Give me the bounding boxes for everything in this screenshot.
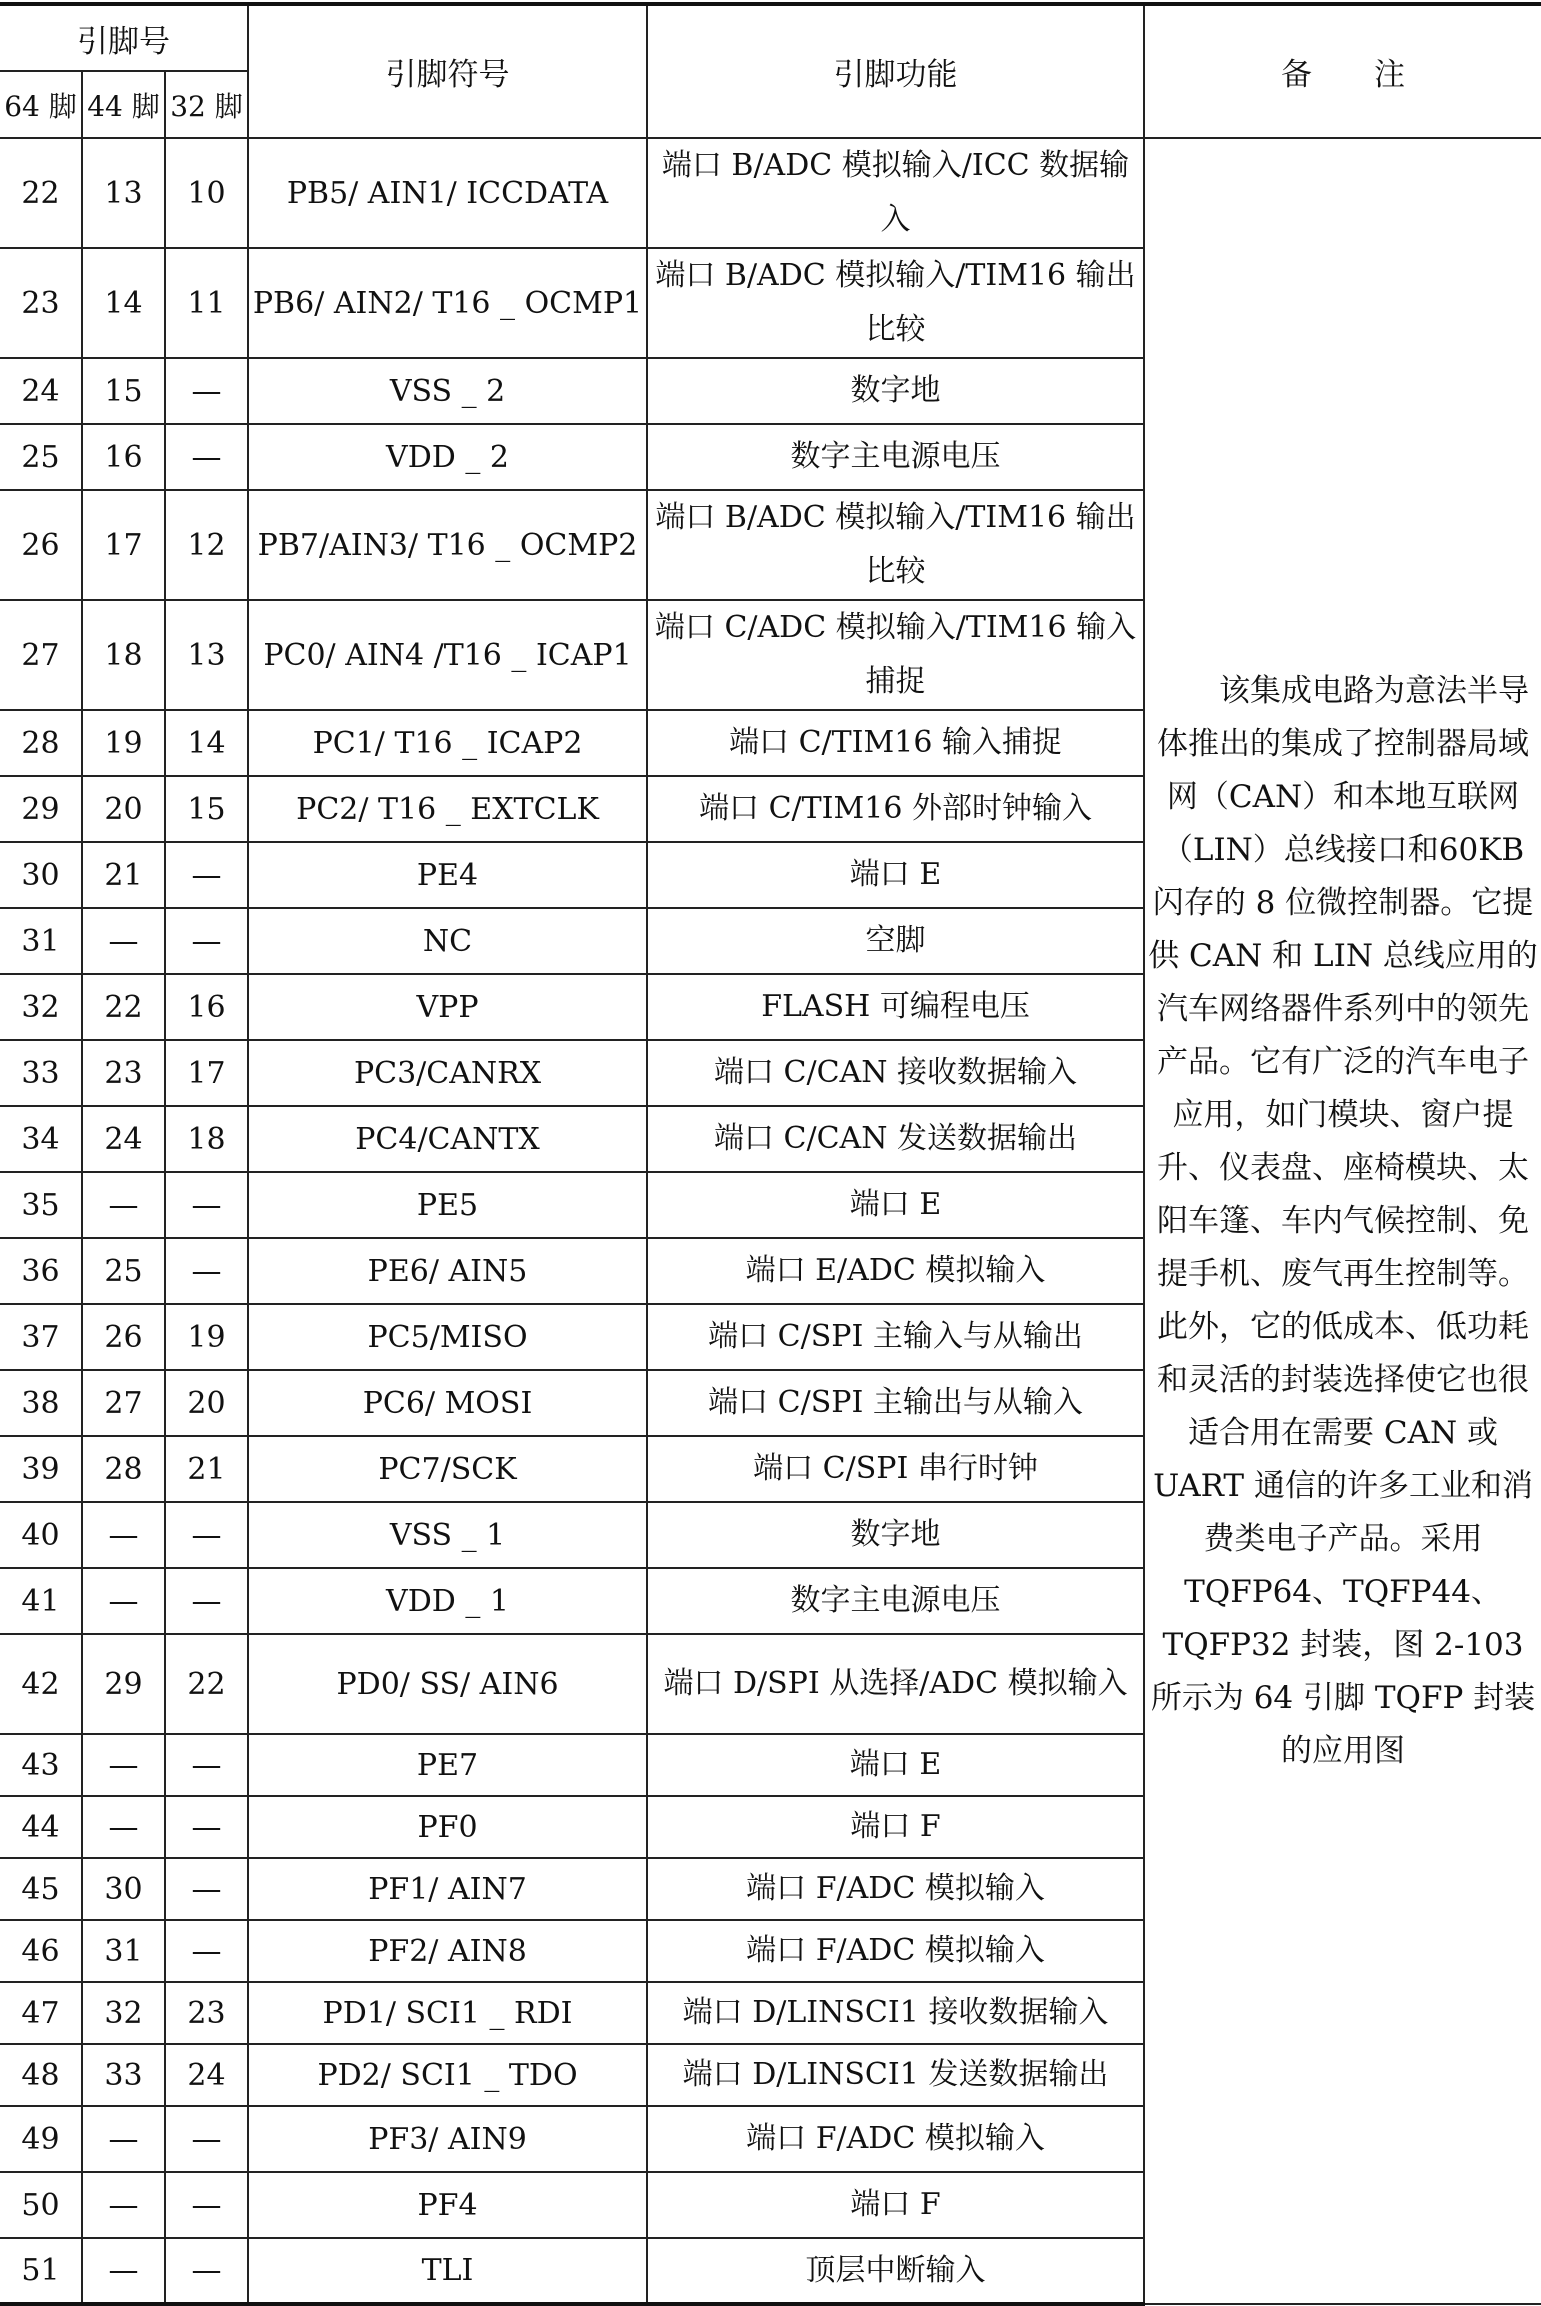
pin-function-cell: 端口 B/ADC 模拟输入/TIM16 输出比较 <box>647 490 1144 600</box>
pin-symbol-cell: PF1/ AIN7 <box>248 1858 647 1920</box>
pin32-cell: — <box>165 842 248 908</box>
pin64-cell: 48 <box>0 2044 82 2106</box>
pin-symbol-cell: VPP <box>248 974 647 1040</box>
pin64-cell: 38 <box>0 1370 82 1436</box>
pin44-cell: — <box>82 1734 165 1796</box>
pin32-cell: — <box>165 2106 248 2172</box>
pin-symbol-header: 引脚符号 <box>248 4 647 138</box>
pin-symbol-cell: PC4/CANTX <box>248 1106 647 1172</box>
pin44-cell: 24 <box>82 1106 165 1172</box>
pin-number-header: 引脚号 <box>0 4 248 71</box>
pin44-cell: — <box>82 1502 165 1568</box>
pin-function-cell: 空脚 <box>647 908 1144 974</box>
pin32-cell: — <box>165 1796 248 1858</box>
pin-symbol-cell: TLI <box>248 2238 647 2304</box>
pin64-cell: 24 <box>0 358 82 424</box>
pin44-cell: — <box>82 2106 165 2172</box>
pin-function-cell: 端口 B/ADC 模拟输入/ICC 数据输入 <box>647 138 1144 248</box>
pin44-cell: 28 <box>82 1436 165 1502</box>
pin44-cell: 13 <box>82 138 165 248</box>
pin-function-cell: 端口 F <box>647 2172 1144 2238</box>
pin44-cell: 30 <box>82 1858 165 1920</box>
pin32-cell: 15 <box>165 776 248 842</box>
pin32-cell: — <box>165 1238 248 1304</box>
pin-function-cell: 端口 F <box>647 1796 1144 1858</box>
pin-function-cell: 端口 F/ADC 模拟输入 <box>647 1858 1144 1920</box>
pin44-cell: 32 <box>82 1982 165 2044</box>
pin32-cell: 12 <box>165 490 248 600</box>
pin-function-cell: 端口 C/SPI 串行时钟 <box>647 1436 1144 1502</box>
remark-header: 备 注 <box>1144 4 1541 138</box>
pin44-cell: 29 <box>82 1634 165 1734</box>
pin-symbol-cell: PE6/ AIN5 <box>248 1238 647 1304</box>
pin32-cell: 11 <box>165 248 248 358</box>
pin-symbol-cell: PC5/MISO <box>248 1304 647 1370</box>
pin64-cell: 40 <box>0 1502 82 1568</box>
pin44-cell: 26 <box>82 1304 165 1370</box>
pin32-cell: — <box>165 2172 248 2238</box>
pin32-cell: 24 <box>165 2044 248 2106</box>
pin64-cell: 32 <box>0 974 82 1040</box>
pin-function-cell: 数字主电源电压 <box>647 424 1144 490</box>
pin-symbol-cell: PF4 <box>248 2172 647 2238</box>
pin-function-cell: 端口 E <box>647 1172 1144 1238</box>
pin-symbol-cell: PE4 <box>248 842 647 908</box>
pin-function-cell: 端口 D/LINSCI1 发送数据输出 <box>647 2044 1144 2106</box>
pin-symbol-cell: PD0/ SS/ AIN6 <box>248 1634 647 1734</box>
pin44-cell: 21 <box>82 842 165 908</box>
pin64-cell: 45 <box>0 1858 82 1920</box>
pin44-cell: 19 <box>82 710 165 776</box>
pkg64-header: 64 脚 <box>0 71 82 138</box>
pin44-cell: — <box>82 1568 165 1634</box>
pin64-cell: 43 <box>0 1734 82 1796</box>
pin44-cell: 23 <box>82 1040 165 1106</box>
pin-function-cell: 数字主电源电压 <box>647 1568 1144 1634</box>
pin-symbol-cell: PC7/SCK <box>248 1436 647 1502</box>
pin64-cell: 25 <box>0 424 82 490</box>
pin-symbol-cell: VSS _ 2 <box>248 358 647 424</box>
pin32-cell: 20 <box>165 1370 248 1436</box>
pin-symbol-cell: PC1/ T16 _ ICAP2 <box>248 710 647 776</box>
pin-function-cell: 数字地 <box>647 1502 1144 1568</box>
pin32-cell: 21 <box>165 1436 248 1502</box>
pin64-cell: 44 <box>0 1796 82 1858</box>
pin-function-cell: 数字地 <box>647 358 1144 424</box>
pin64-cell: 47 <box>0 1982 82 2044</box>
pin-symbol-cell: VDD _ 2 <box>248 424 647 490</box>
pin64-cell: 26 <box>0 490 82 600</box>
pin44-cell: — <box>82 2172 165 2238</box>
pin44-cell: 20 <box>82 776 165 842</box>
pin-symbol-cell: VSS _ 1 <box>248 1502 647 1568</box>
pin32-cell: 22 <box>165 1634 248 1734</box>
pin64-cell: 22 <box>0 138 82 248</box>
pin-function-header: 引脚功能 <box>647 4 1144 138</box>
pin-symbol-cell: PE5 <box>248 1172 647 1238</box>
pin64-cell: 23 <box>0 248 82 358</box>
pin44-cell: 14 <box>82 248 165 358</box>
pin-symbol-cell: VDD _ 1 <box>248 1568 647 1634</box>
pin32-cell: — <box>165 358 248 424</box>
pin-function-cell: 端口 C/CAN 发送数据输出 <box>647 1106 1144 1172</box>
pin32-cell: — <box>165 1858 248 1920</box>
pin-symbol-cell: PD2/ SCI1 _ TDO <box>248 2044 647 2106</box>
pin44-cell: 16 <box>82 424 165 490</box>
pin64-cell: 36 <box>0 1238 82 1304</box>
pin-function-cell: 端口 C/TIM16 输入捕捉 <box>647 710 1144 776</box>
pkg32-header: 32 脚 <box>165 71 248 138</box>
pin32-cell: 13 <box>165 600 248 710</box>
pin-function-cell: 端口 C/CAN 接收数据输入 <box>647 1040 1144 1106</box>
pin-function-cell: 端口 F/ADC 模拟输入 <box>647 2106 1144 2172</box>
pin-symbol-cell: PC0/ AIN4 /T16 _ ICAP1 <box>248 600 647 710</box>
pin-function-cell: 端口 C/SPI 主输出与从输入 <box>647 1370 1144 1436</box>
pin-function-cell: 端口 C/TIM16 外部时钟输入 <box>647 776 1144 842</box>
pin44-cell: — <box>82 1172 165 1238</box>
pin-function-cell: 端口 E <box>647 842 1144 908</box>
pin-symbol-cell: NC <box>248 908 647 974</box>
pin-table <box>0 2 1541 2306</box>
pin-symbol-cell: PD1/ SCI1 _ RDI <box>248 1982 647 2044</box>
pin44-cell: — <box>82 2238 165 2304</box>
pin-function-cell: 顶层中断输入 <box>647 2238 1144 2304</box>
pin32-cell: 10 <box>165 138 248 248</box>
pin32-cell: 14 <box>165 710 248 776</box>
pin44-cell: 17 <box>82 490 165 600</box>
pin44-cell: — <box>82 1796 165 1858</box>
pin64-cell: 27 <box>0 600 82 710</box>
pin64-cell: 39 <box>0 1436 82 1502</box>
pin-function-cell: 端口 B/ADC 模拟输入/TIM16 输出比较 <box>647 248 1144 358</box>
pin32-cell: 16 <box>165 974 248 1040</box>
pin-function-cell: 端口 D/LINSCI1 接收数据输入 <box>647 1982 1144 2044</box>
pin64-cell: 51 <box>0 2238 82 2304</box>
pin44-cell: 31 <box>82 1920 165 1982</box>
pin32-cell: — <box>165 2238 248 2304</box>
pin64-cell: 42 <box>0 1634 82 1734</box>
pkg44-header: 44 脚 <box>82 71 165 138</box>
pin44-cell: 27 <box>82 1370 165 1436</box>
pin-symbol-cell: PB7/AIN3/ T16 _ OCMP2 <box>248 490 647 600</box>
pin-symbol-cell: PC2/ T16 _ EXTCLK <box>248 776 647 842</box>
pin44-cell: 25 <box>82 1238 165 1304</box>
pin44-cell: 33 <box>82 2044 165 2106</box>
pin-symbol-cell: PC3/CANRX <box>248 1040 647 1106</box>
pin32-cell: — <box>165 1920 248 1982</box>
pin-symbol-cell: PF3/ AIN9 <box>248 2106 647 2172</box>
pin44-cell: — <box>82 908 165 974</box>
pin-symbol-cell: PE7 <box>248 1734 647 1796</box>
pin64-cell: 37 <box>0 1304 82 1370</box>
pin-function-cell: 端口 F/ADC 模拟输入 <box>647 1920 1144 1982</box>
pin-symbol-cell: PF2/ AIN8 <box>248 1920 647 1982</box>
pin-function-cell: 端口 D/SPI 从选择/ADC 模拟输入 <box>647 1634 1144 1734</box>
pin44-cell: 15 <box>82 358 165 424</box>
pin64-cell: 28 <box>0 710 82 776</box>
pin44-cell: 18 <box>82 600 165 710</box>
pin64-cell: 30 <box>0 842 82 908</box>
pin-function-cell: 端口 E/ADC 模拟输入 <box>647 1238 1144 1304</box>
pin64-cell: 33 <box>0 1040 82 1106</box>
pin32-cell: — <box>165 1734 248 1796</box>
pin32-cell: 23 <box>165 1982 248 2044</box>
pin64-cell: 46 <box>0 1920 82 1982</box>
pin64-cell: 34 <box>0 1106 82 1172</box>
pin-table-body <box>0 138 1541 2304</box>
pin32-cell: — <box>165 1502 248 1568</box>
pin-function-cell: FLASH 可编程电压 <box>647 974 1144 1040</box>
pin-symbol-cell: PB6/ AIN2/ T16 _ OCMP1 <box>248 248 647 358</box>
pin44-cell: 22 <box>82 974 165 1040</box>
pin32-cell: — <box>165 908 248 974</box>
pin64-cell: 50 <box>0 2172 82 2238</box>
pin64-cell: 41 <box>0 1568 82 1634</box>
pin-symbol-cell: PC6/ MOSI <box>248 1370 647 1436</box>
pin32-cell: 18 <box>165 1106 248 1172</box>
pin-symbol-cell: PF0 <box>248 1796 647 1858</box>
pin64-cell: 49 <box>0 2106 82 2172</box>
pin32-cell: — <box>165 1568 248 1634</box>
pin-function-cell: 端口 C/SPI 主输入与从输出 <box>647 1304 1144 1370</box>
pin-function-cell: 端口 E <box>647 1734 1144 1796</box>
remark-note: 该集成电路为意法半导体推出的集成了控制器局域网（CAN）和本地互联网（LIN）总线接口和60KB 闪存的 8 位微控制器。它提供 CAN 和 LIN 总线应用的汽车网络器件系列中的领先产品。它有广泛的汽车电子应用，如门模块、窗户提升、仪表盘、座椅模块、太阳车篷、车内气候控制、免提手机、废气再生控制等。此外，它的低成本、低功耗和灵活的封装选择使它也很适合用在需要 CAN 或 UART 通信的许多工业和消费类电子产品。采用 TQFP64、TQFP44、TQFP32 封装，图 2-103 所示为 64 引脚 TQFP 封装的应用图 <box>1144 138 1541 2304</box>
header-row-1 <box>0 4 1541 71</box>
pin64-cell: 31 <box>0 908 82 974</box>
pin32-cell: 17 <box>165 1040 248 1106</box>
pin32-cell: — <box>165 424 248 490</box>
pin32-cell: — <box>165 1172 248 1238</box>
pin-function-cell: 端口 C/ADC 模拟输入/TIM16 输入捕捉 <box>647 600 1144 710</box>
table-row <box>0 138 1541 248</box>
pin64-cell: 35 <box>0 1172 82 1238</box>
pin64-cell: 29 <box>0 776 82 842</box>
pin32-cell: 19 <box>165 1304 248 1370</box>
pin-symbol-cell: PB5/ AIN1/ ICCDATA <box>248 138 647 248</box>
